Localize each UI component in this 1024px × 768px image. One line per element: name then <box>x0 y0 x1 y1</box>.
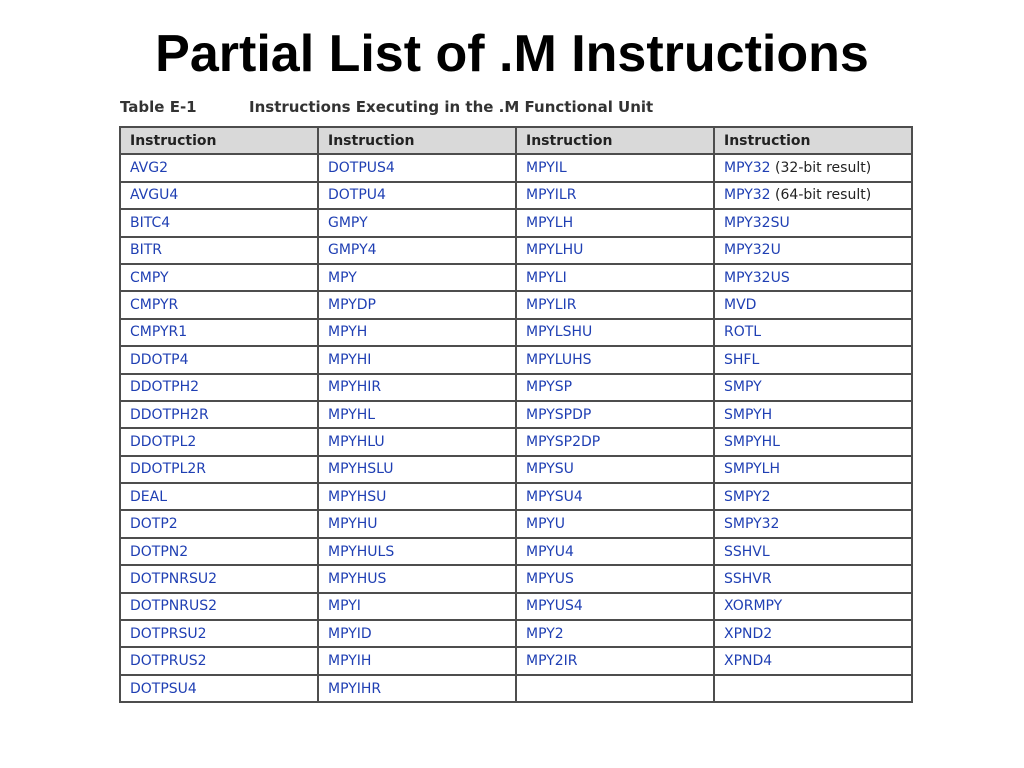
instruction-name[interactable]: MPYHIR <box>328 379 382 396</box>
table-row <box>120 620 912 647</box>
instruction-cell[interactable] <box>120 154 318 181</box>
instruction-cell[interactable] <box>714 154 912 181</box>
instruction-cell[interactable] <box>516 209 714 236</box>
instruction-name[interactable]: SMPYHL <box>724 433 780 450</box>
table-row <box>120 209 912 236</box>
instruction-cell[interactable] <box>120 374 318 401</box>
instruction-cell[interactable] <box>120 291 318 318</box>
instruction-name[interactable]: DDOTPH2 <box>130 379 200 396</box>
table-row <box>120 428 912 455</box>
instruction-name[interactable]: GMPY4 <box>328 242 377 259</box>
instruction-name[interactable]: MVD <box>724 297 757 314</box>
instruction-name[interactable]: MPY <box>328 269 357 286</box>
instruction-cell[interactable] <box>714 620 912 647</box>
instruction-name[interactable]: MPYSP <box>526 379 573 396</box>
instruction-cell[interactable] <box>714 182 912 209</box>
instruction-cell[interactable] <box>120 620 318 647</box>
instruction-name[interactable]: DOTPRSU2 <box>130 625 207 642</box>
table-row <box>120 456 912 483</box>
instruction-name[interactable]: MPYSP2DP <box>526 433 601 450</box>
instruction-cell[interactable] <box>714 264 912 291</box>
instruction-cell[interactable] <box>120 510 318 537</box>
instruction-cell[interactable] <box>318 647 516 674</box>
instruction-cell[interactable] <box>714 209 912 236</box>
instruction-name[interactable]: MPYSPDP <box>526 406 592 423</box>
instruction-cell[interactable] <box>318 565 516 592</box>
table-row <box>120 565 912 592</box>
instruction-name[interactable]: MPY2IR <box>526 653 578 670</box>
instruction-name[interactable]: MPY32SU <box>724 214 790 231</box>
instruction-cell[interactable] <box>318 538 516 565</box>
instruction-cell[interactable] <box>318 620 516 647</box>
instruction-cell[interactable] <box>714 291 912 318</box>
instruction-cell[interactable] <box>714 565 912 592</box>
instruction-name[interactable]: MPYUS <box>526 570 574 587</box>
instruction-cell[interactable] <box>120 565 318 592</box>
instruction-name[interactable]: DDOTPL2R <box>130 461 207 478</box>
instruction-cell[interactable] <box>714 346 912 373</box>
instruction-name[interactable]: DDOTPL2 <box>130 433 197 450</box>
instruction-name[interactable]: DEAL <box>130 488 168 505</box>
instruction-cell[interactable] <box>714 374 912 401</box>
instruction-cell[interactable] <box>318 154 516 181</box>
instruction-note: (32-bit result) <box>770 160 872 177</box>
column-header: Instruction <box>120 127 318 154</box>
instruction-name[interactable]: MPYHL <box>328 406 376 423</box>
instruction-name[interactable]: XPND2 <box>724 625 773 642</box>
instruction-name[interactable]: MPYHULS <box>328 543 395 560</box>
instruction-cell[interactable] <box>516 647 714 674</box>
instruction-name[interactable]: MPYLSHU <box>526 324 593 341</box>
instruction-name[interactable]: MPYDP <box>328 297 376 314</box>
instruction-name[interactable]: MPYHUS <box>328 570 387 587</box>
table-row <box>120 346 912 373</box>
table-header-row <box>120 127 912 154</box>
instruction-name[interactable]: MPYIL <box>526 160 567 177</box>
instruction-cell[interactable] <box>516 291 714 318</box>
instruction-cell[interactable] <box>516 538 714 565</box>
instruction-cell[interactable] <box>516 565 714 592</box>
table-row <box>120 154 912 181</box>
table-row <box>120 291 912 318</box>
instruction-name[interactable]: MPYIHR <box>328 680 382 697</box>
instruction-cell[interactable] <box>516 428 714 455</box>
instruction-cell[interactable] <box>714 510 912 537</box>
instruction-name[interactable]: SMPY2 <box>724 488 771 505</box>
column-header: Instruction <box>714 127 912 154</box>
instruction-cell[interactable] <box>516 483 714 510</box>
instruction-cell[interactable] <box>714 538 912 565</box>
instruction-name[interactable]: SMPYH <box>724 406 773 423</box>
instruction-name[interactable]: MPY32 <box>724 187 771 204</box>
instruction-cell[interactable] <box>516 182 714 209</box>
instruction-cell[interactable] <box>516 401 714 428</box>
instruction-cell[interactable] <box>714 483 912 510</box>
table-row <box>120 483 912 510</box>
instruction-name[interactable]: GMPY <box>328 214 368 231</box>
instruction-name[interactable]: MPYLIR <box>526 297 577 314</box>
instruction-cell[interactable] <box>318 319 516 346</box>
instruction-name[interactable]: BITR <box>130 242 163 259</box>
table-row <box>120 593 912 620</box>
table-row <box>120 538 912 565</box>
instruction-cell[interactable] <box>714 456 912 483</box>
table-row <box>120 647 912 674</box>
table-number: Table E-1 <box>120 98 197 116</box>
instruction-name[interactable]: DOTPRUS2 <box>130 653 207 670</box>
instruction-name[interactable]: AVG2 <box>130 160 169 177</box>
instruction-name[interactable]: SSHVR <box>724 570 772 587</box>
instruction-name[interactable]: DOTPSU4 <box>130 680 197 697</box>
instruction-cell <box>516 675 714 702</box>
instruction-name[interactable]: DDOTP4 <box>130 351 189 368</box>
instruction-name[interactable]: SSHVL <box>724 543 770 560</box>
instruction-cell[interactable] <box>516 456 714 483</box>
instruction-name[interactable]: MPYHU <box>328 516 378 533</box>
instruction-name[interactable]: SMPY <box>724 379 762 396</box>
instruction-cell[interactable] <box>318 346 516 373</box>
instruction-cell[interactable] <box>318 264 516 291</box>
instruction-name[interactable]: SMPY32 <box>724 516 780 533</box>
instruction-cell[interactable] <box>120 209 318 236</box>
table-row <box>120 675 912 702</box>
instruction-name[interactable]: MPY32 <box>724 160 771 177</box>
instruction-name[interactable]: MPYSU4 <box>526 488 583 505</box>
instruction-cell[interactable] <box>318 483 516 510</box>
instruction-cell[interactable] <box>120 264 318 291</box>
instruction-cell[interactable] <box>714 428 912 455</box>
instruction-name[interactable]: MPYUS4 <box>526 598 583 615</box>
instruction-cell[interactable] <box>516 346 714 373</box>
instruction-cell[interactable] <box>120 483 318 510</box>
instruction-cell[interactable] <box>120 401 318 428</box>
instruction-name[interactable]: CMPYR <box>130 297 179 314</box>
table-row <box>120 510 912 537</box>
instruction-cell[interactable] <box>318 593 516 620</box>
instruction-name[interactable]: MPYLH <box>526 214 574 231</box>
instruction-cell <box>714 675 912 702</box>
instruction-cell[interactable] <box>318 374 516 401</box>
instruction-name[interactable]: DOTP2 <box>130 516 178 533</box>
instruction-name[interactable]: MPYLI <box>526 269 567 286</box>
slide-title: Partial List of .M Instructions <box>155 25 869 83</box>
instruction-name[interactable]: DOTPU4 <box>328 187 386 204</box>
instruction-cell[interactable] <box>120 647 318 674</box>
instruction-name[interactable]: MPYLUHS <box>526 351 592 368</box>
table-row <box>120 182 912 209</box>
instruction-name[interactable]: MPYHSLU <box>328 461 394 478</box>
instruction-cell[interactable] <box>318 182 516 209</box>
instruction-name[interactable]: MPYID <box>328 625 372 642</box>
instruction-cell[interactable] <box>318 209 516 236</box>
instruction-name[interactable]: DDOTPH2R <box>130 406 209 423</box>
instruction-cell[interactable] <box>516 154 714 181</box>
instruction-name[interactable]: MPYSU <box>526 461 574 478</box>
instruction-name[interactable]: MPYI <box>328 598 361 615</box>
instruction-name[interactable]: ROTL <box>724 324 762 341</box>
instruction-cell[interactable] <box>120 182 318 209</box>
instruction-name[interactable]: SMPYLH <box>724 461 780 478</box>
instruction-name[interactable]: SHFL <box>724 351 760 368</box>
table-row <box>120 264 912 291</box>
instruction-name[interactable]: DOTPNRSU2 <box>130 570 218 587</box>
instruction-cell[interactable] <box>516 620 714 647</box>
column-header: Instruction <box>318 127 516 154</box>
instruction-cell[interactable] <box>120 675 318 702</box>
instruction-name[interactable]: MPYHLU <box>328 433 385 450</box>
instruction-cell[interactable] <box>714 647 912 674</box>
instruction-name[interactable]: MPYHSU <box>328 488 387 505</box>
instruction-cell[interactable] <box>120 593 318 620</box>
instruction-cell[interactable] <box>318 291 516 318</box>
instruction-name[interactable]: MPYLHU <box>526 242 584 259</box>
instruction-cell[interactable] <box>714 593 912 620</box>
instruction-name[interactable]: DOTPUS4 <box>328 160 395 177</box>
instruction-name[interactable]: XORMPY <box>724 598 783 615</box>
instruction-name[interactable]: MPYU4 <box>526 543 574 560</box>
instruction-cell[interactable] <box>318 510 516 537</box>
table-row <box>120 374 912 401</box>
instruction-name[interactable]: MPY32US <box>724 269 790 286</box>
instruction-name[interactable]: DOTPNRUS2 <box>130 598 218 615</box>
instruction-name[interactable]: XPND4 <box>724 653 773 670</box>
instruction-cell[interactable] <box>120 538 318 565</box>
instruction-name[interactable]: MPYH <box>328 324 368 341</box>
table-body <box>120 154 912 702</box>
instruction-cell[interactable] <box>516 374 714 401</box>
instruction-name[interactable]: MPYHI <box>328 351 372 368</box>
instruction-cell[interactable] <box>516 319 714 346</box>
instruction-table <box>119 126 913 703</box>
instruction-name[interactable]: MPY2 <box>526 625 564 642</box>
instruction-name[interactable]: DOTPN2 <box>130 543 189 560</box>
instruction-cell[interactable] <box>516 237 714 264</box>
instruction-table-frame <box>119 126 913 703</box>
instruction-cell[interactable] <box>120 319 318 346</box>
instruction-name[interactable]: AVGU4 <box>130 187 179 204</box>
table-row <box>120 319 912 346</box>
instruction-cell[interactable] <box>120 346 318 373</box>
table-row <box>120 237 912 264</box>
instruction-cell[interactable] <box>516 593 714 620</box>
table-row <box>120 401 912 428</box>
instruction-name[interactable]: CMPY <box>130 269 169 286</box>
instruction-cell[interactable] <box>714 401 912 428</box>
instruction-cell[interactable] <box>516 264 714 291</box>
instruction-cell[interactable] <box>120 237 318 264</box>
instruction-cell[interactable] <box>120 428 318 455</box>
instruction-name[interactable]: MPYILR <box>526 187 577 204</box>
instruction-cell[interactable] <box>516 510 714 537</box>
instruction-note: (64-bit result) <box>770 187 872 204</box>
instruction-cell[interactable] <box>318 456 516 483</box>
instruction-cell[interactable] <box>318 675 516 702</box>
instruction-cell[interactable] <box>120 456 318 483</box>
instruction-name[interactable]: MPYU <box>526 516 566 533</box>
table-caption-text: Instructions Executing in the .M Functional Unit <box>249 98 654 116</box>
instruction-cell[interactable] <box>318 401 516 428</box>
instruction-name[interactable]: MPYIH <box>328 653 372 670</box>
column-header: Instruction <box>516 127 714 154</box>
instruction-name[interactable]: BITC4 <box>130 214 171 231</box>
instruction-cell[interactable] <box>318 428 516 455</box>
instruction-name[interactable]: CMPYR1 <box>130 324 188 341</box>
instruction-cell[interactable] <box>318 237 516 264</box>
instruction-cell[interactable] <box>714 237 912 264</box>
instruction-cell[interactable] <box>714 319 912 346</box>
instruction-name[interactable]: MPY32U <box>724 242 781 259</box>
